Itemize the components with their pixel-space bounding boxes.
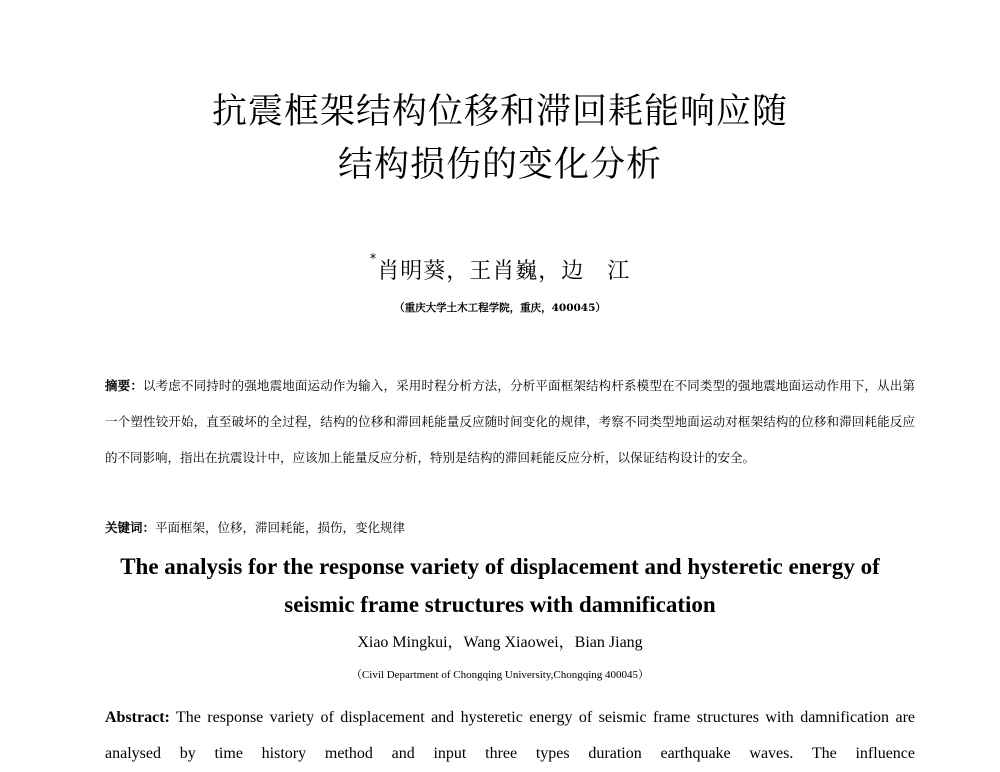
english-authors: Xiao Mingkui，Wang Xiaowei，Bian Jiang (357, 634, 643, 651)
english-affiliation: （Civil Department of Chongqing University,Chongqing 400045） (350, 669, 650, 681)
chinese-title-line-2: 结构损伤的变化分析 (337, 145, 662, 185)
chinese-keywords-text: 平面框架，位移，滞回耗能，损伤，变化规律 (155, 520, 406, 535)
corresponding-author-marker: * (369, 252, 378, 267)
english-abstract-text: The response variety of displacement and hysteretic energy of seismic frame structures with damnification are analysed by time history method and input three types duration earthquake waves. The influence (105, 709, 915, 762)
chinese-abstract-text: 以考虑不同持时的强地震地面运动作为输入，采用时程分析方法，分析平面框架结构杆系模型在不同类型的强地震地面运动作用下，从出第一个塑性铰开始，直至破坏的全过程，结构的位移和滞回耗能量反应随时间变化的规律，考察不同类型地面运动对框架结构的位移和滞回耗能反应的不同影响，指出在抗震设计中，应该加上能量反应分析，特别是结构的滞回耗能反应分析，以保证结构设计的安全。 (105, 378, 915, 465)
english-abstract-label: Abstract: (105, 709, 170, 726)
english-title: The analysis for the response variety of displacement and hysteretic energy of seismic frame structures with damnification (120, 554, 880, 617)
english-abstract (105, 700, 915, 772)
chinese-title-line-1: 抗震框架结构位移和滞回耗能响应随 (211, 92, 788, 132)
chinese-keywords-label: 关键词： (105, 520, 156, 535)
chinese-authors (0, 254, 1000, 285)
chinese-abstract-label: 摘要： (105, 378, 143, 393)
chinese-abstract (105, 368, 915, 476)
chinese-author-names: 肖明葵，王肖巍，边 江 (377, 259, 631, 284)
chinese-affiliation: （重庆大学土木工程学院，重庆，400045） (394, 302, 606, 314)
chinese-keywords (105, 518, 915, 536)
